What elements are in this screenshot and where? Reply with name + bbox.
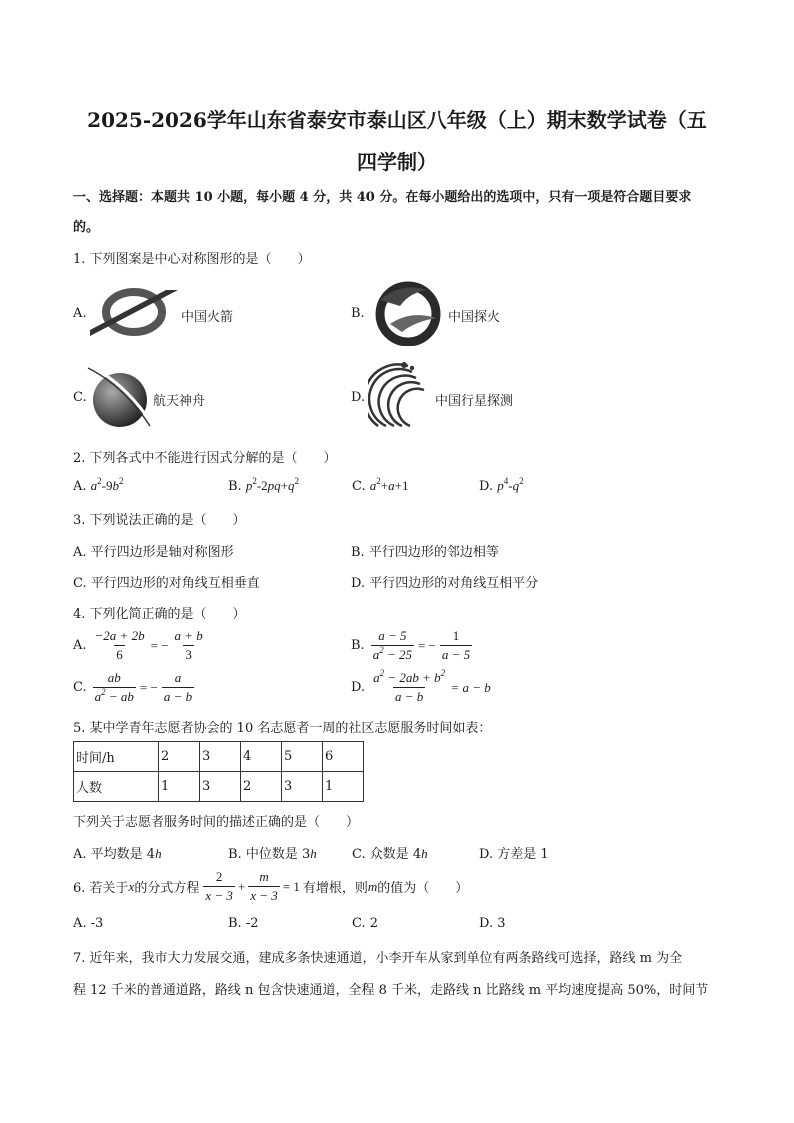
q6-option-c: C. 2	[352, 916, 379, 931]
section-instructions-line1: 一、选择题：本题共 10 小题，每小题 4 分，共 40 分。在每小题给出的选项中，只有一项是符合题目要求	[73, 190, 692, 205]
q4-option-a-letter: A.	[73, 638, 87, 653]
question-6-stem: 6. 若关于 x 的分式方程 $\frac{2}{x - 3}$ + $\frac{m}{x - 3}$ = 1 有增根，则 m 的值为（ ）	[73, 869, 469, 903]
q1-option-c-label: 航天神舟	[153, 394, 206, 409]
q1-option-b-letter: B.	[351, 306, 365, 321]
q4-option-b-letter: B.	[351, 638, 365, 653]
q1-option-b-label: 中国探火	[448, 310, 501, 325]
q4-option-a-fraction-right: $\frac{a + b}{3}$	[174, 628, 203, 662]
q6-fraction-2: $\frac{m}{x - 3}$	[250, 869, 278, 903]
table-row	[74, 742, 364, 772]
table-cell: 4	[241, 742, 282, 772]
exam-title-line1: 2025-2026学年山东省泰安市泰山区八年级（上）期末数学试卷（五	[87, 108, 707, 132]
q4-option-d-letter: D.	[351, 680, 366, 695]
table-cell: 1	[159, 772, 200, 802]
question-7-line1: 7. 近年来，我市大力发展交通，建成多条快速通道，小李开车从家到单位有两条路线可选择，路线 m 为全	[73, 951, 683, 966]
q2-option-d	[479, 478, 524, 494]
q4-option-b: B. $\frac{a - 5}{a^2 - 25}$ = − $\frac{1}{a - 5}$	[351, 628, 471, 662]
q4-option-c-fraction-left: $\frac{ab}{a^2 - ab}$	[94, 670, 134, 704]
mars-probe-logo-icon	[370, 280, 446, 346]
q4-option-c-fraction-right: $\frac{a}{a - b}$	[163, 670, 193, 704]
rocket-logo-icon	[88, 286, 180, 338]
table-cell: 3	[282, 772, 323, 802]
question-2-stem: 2. 下列各式中不能进行因式分解的是（ ）	[73, 451, 337, 466]
q6-option-b: B. -2	[228, 916, 259, 931]
q5-option-b: B. 中位数是 3h	[228, 846, 317, 862]
q2-option-c-letter: C.	[352, 479, 366, 494]
table-cell: 5	[282, 742, 323, 772]
table-cell: 2	[241, 772, 282, 802]
q2-option-d-expression: $p^4-q^2$	[497, 476, 524, 493]
q4-option-d: D. $\frac{a^2 - 2ab + b^2}{a - b}$ = a − b	[351, 668, 491, 704]
question-7-line2: 程 12 千米的普通道路，路线 n 包含快速通道，全程 8 千米，走路线 n 比路线 m 平均速度提高 50%，时间节	[73, 983, 709, 998]
table-row	[74, 772, 364, 802]
q1-option-d-label: 中国行星探测	[435, 394, 514, 409]
table-cell: 3	[200, 742, 241, 772]
q1-option-c-letter: C.	[73, 390, 87, 405]
q5-option-c: C. 众数是 4h	[352, 846, 428, 862]
q2-option-c-expression: $a^2+a+1$	[369, 476, 409, 493]
q3-option-c: C. 平行四边形的对角线互相垂直	[73, 576, 260, 591]
q3-option-b: B. 平行四边形的邻边相等	[351, 545, 499, 560]
q4-option-a: A. $\frac{-2a + 2b}{6}$ = − $\frac{a + b}{3}$	[73, 628, 203, 662]
q5-option-a: A. 平均数是 4h	[73, 846, 162, 862]
q1-option-a-label: 中国火箭	[181, 310, 234, 325]
table-header-cell: 人数	[74, 772, 159, 802]
table-cell: 6	[323, 742, 364, 772]
q3-option-a: A. 平行四边形是轴对称图形	[73, 545, 234, 560]
q2-option-a-letter: A.	[73, 479, 87, 494]
planet-exploration-logo-icon	[368, 360, 434, 432]
shenzhou-logo-icon	[86, 364, 156, 430]
q2-option-b	[228, 478, 299, 494]
q2-option-c	[352, 478, 408, 494]
question-4-stem: 4. 下列化简正确的是（ ）	[73, 607, 246, 622]
q2-option-b-letter: B.	[228, 479, 242, 494]
question-5-stem: 5. 某中学青年志愿者协会的 10 名志愿者一周的社区志愿服务时间如表：	[73, 721, 492, 736]
table-cell: 2	[159, 742, 200, 772]
q4-option-b-fraction-right: $\frac{1}{a - 5}$	[441, 628, 471, 662]
q3-option-d: D. 平行四边形的对角线互相平分	[351, 576, 539, 591]
table-cell: 3	[200, 772, 241, 802]
q2-option-a	[73, 478, 124, 494]
q4-option-a-fraction-left: $\frac{-2a + 2b}{6}$	[94, 628, 145, 662]
exam-title-line2: 四学制）	[357, 150, 437, 174]
q6-fraction-1: $\frac{2}{x - 3}$	[205, 869, 233, 903]
q6-option-d: D. 3	[479, 916, 506, 931]
q4-option-c: C. $\frac{ab}{a^2 - ab}$ = − $\frac{a}{a - b}$	[73, 670, 193, 704]
q4-option-b-fraction-left: $\frac{a - 5}{a^2 - 25}$	[372, 628, 412, 662]
volunteer-hours-table	[73, 741, 364, 802]
table-cell: 1	[323, 772, 364, 802]
q4-option-d-fraction-left: $\frac{a^2 - 2ab + b^2}{a - b}$	[373, 668, 446, 704]
question-5-sub-stem: 下列关于志愿者服务时间的描述正确的是（ ）	[73, 815, 360, 830]
q4-option-c-letter: C.	[73, 680, 87, 695]
q2-option-d-letter: D.	[479, 479, 494, 494]
section-instructions-line2: 的。	[73, 220, 100, 235]
q1-option-a-letter: A.	[73, 306, 87, 321]
q2-option-b-expression: $p^2-2pq+q^2$	[245, 476, 300, 493]
table-header-cell: 时间/h	[74, 742, 159, 772]
question-3-stem: 3. 下列说法正确的是（ ）	[73, 513, 246, 528]
q5-option-d: D. 方差是 1	[479, 847, 549, 862]
q6-option-a: A. -3	[73, 916, 104, 931]
question-1-stem: 1. 下列图案是中心对称图形的是（ ）	[73, 252, 311, 267]
q2-option-a-expression: $a^2-9b^2$	[90, 476, 124, 493]
q1-option-d-letter: D.	[351, 390, 366, 405]
